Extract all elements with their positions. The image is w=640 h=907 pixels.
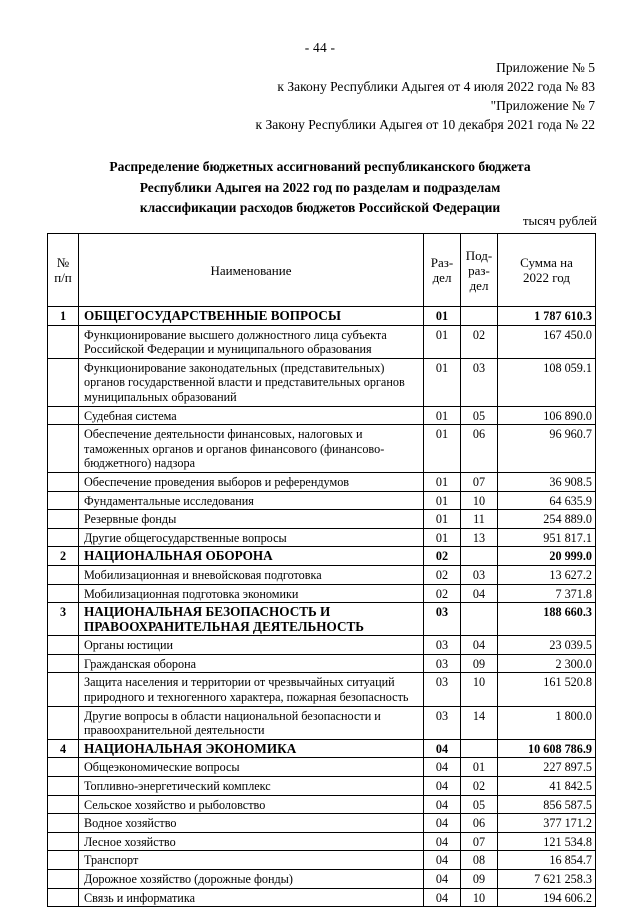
row-summa: 227 897.5 xyxy=(498,758,596,777)
row-name: Сельское хозяйство и рыболовство xyxy=(79,795,424,814)
column-header-podrazdel-line2: раз- xyxy=(468,262,490,278)
row-podrazdel xyxy=(461,739,498,758)
row-name: Общеэкономические вопросы xyxy=(79,758,424,777)
row-podrazdel: 07 xyxy=(461,472,498,491)
row-razdel: 02 xyxy=(424,547,461,566)
row-number xyxy=(48,425,79,473)
row-razdel: 03 xyxy=(424,603,461,636)
row-name: Обеспечение деятельности финансовых, налоговых и таможенных органов и органов финансового (финансово-бюджетного) надзора xyxy=(79,425,424,473)
row-number xyxy=(48,706,79,739)
row-name: ОБЩЕГОСУДАРСТВЕННЫЕ ВОПРОСЫ xyxy=(79,307,424,326)
table-row xyxy=(48,565,596,584)
column-header-razdel xyxy=(424,234,461,307)
row-name: Водное хозяйство xyxy=(79,814,424,833)
row-number xyxy=(48,673,79,706)
table-row xyxy=(48,636,596,655)
row-podrazdel: 05 xyxy=(461,406,498,425)
units-label: тысяч рублей xyxy=(522,213,597,228)
row-razdel: 03 xyxy=(424,673,461,706)
table-row xyxy=(48,406,596,425)
row-summa: 10 608 786.9 xyxy=(498,739,596,758)
row-podrazdel: 04 xyxy=(461,636,498,655)
row-number xyxy=(48,888,79,907)
table-row xyxy=(48,547,596,566)
table-row xyxy=(48,706,596,739)
row-number xyxy=(48,870,79,889)
table-row xyxy=(48,758,596,777)
row-number xyxy=(48,528,79,547)
row-summa: 106 890.0 xyxy=(498,406,596,425)
table-row xyxy=(48,603,596,636)
row-number: 4 xyxy=(48,739,79,758)
row-name: Функционирование высшего должностного лица субъекта Российской Федерации и муниципального образования xyxy=(79,325,424,358)
row-razdel: 01 xyxy=(424,307,461,326)
row-number xyxy=(48,358,79,406)
row-number xyxy=(48,832,79,851)
row-razdel: 01 xyxy=(424,472,461,491)
row-name: Судебная система xyxy=(79,406,424,425)
column-header-number-line1: № xyxy=(56,255,70,270)
row-razdel: 03 xyxy=(424,706,461,739)
row-name: Дорожное хозяйство (дорожные фонды) xyxy=(79,870,424,889)
appendix-reference-new-line1: Приложение № 5 xyxy=(496,60,595,75)
table-row xyxy=(48,851,596,870)
row-summa: 23 039.5 xyxy=(498,636,596,655)
row-number xyxy=(48,814,79,833)
row-summa: 121 534.8 xyxy=(498,832,596,851)
appendix-reference-new-line2: к Закону Республики Адыгея от 4 июля 2022 года № 83 xyxy=(277,79,595,94)
table-body xyxy=(48,307,596,907)
column-header-razdel-line1: Раз- xyxy=(430,255,454,270)
row-name: НАЦИОНАЛЬНАЯ ОБОРОНА xyxy=(79,547,424,566)
row-razdel: 04 xyxy=(424,777,461,796)
column-header-podrazdel xyxy=(461,234,498,307)
table-row xyxy=(48,870,596,889)
row-summa: 41 842.5 xyxy=(498,777,596,796)
column-header-podrazdel-line3: дел xyxy=(469,277,489,293)
row-summa: 161 520.8 xyxy=(498,673,596,706)
row-podrazdel: 13 xyxy=(461,528,498,547)
table-row xyxy=(48,425,596,473)
row-summa: 64 635.9 xyxy=(498,491,596,510)
document-title-line1: Распределение бюджетных ассигнований республиканского бюджета xyxy=(109,159,531,174)
column-header-razdel-line2: дел xyxy=(432,270,452,285)
row-podrazdel: 11 xyxy=(461,510,498,529)
row-podrazdel: 10 xyxy=(461,673,498,706)
table-row xyxy=(48,739,596,758)
budget-allocation-table xyxy=(47,233,596,907)
row-number xyxy=(48,851,79,870)
row-podrazdel: 06 xyxy=(461,425,498,473)
row-name: Функционирование законодательных (представительных) органов государственной власти и представительных органов муниципальных образований xyxy=(79,358,424,406)
row-summa: 7 371.8 xyxy=(498,584,596,603)
column-header-summa xyxy=(498,234,596,307)
row-number: 1 xyxy=(48,307,79,326)
table-row xyxy=(48,795,596,814)
table-header-row xyxy=(48,234,596,307)
row-razdel: 04 xyxy=(424,851,461,870)
row-summa: 96 960.7 xyxy=(498,425,596,473)
row-razdel: 04 xyxy=(424,832,461,851)
row-razdel: 03 xyxy=(424,654,461,673)
row-razdel: 01 xyxy=(424,325,461,358)
row-name: Другие общегосударственные вопросы xyxy=(79,528,424,547)
row-name: Транспорт xyxy=(79,851,424,870)
row-number xyxy=(48,777,79,796)
row-summa: 188 660.3 xyxy=(498,603,596,636)
row-number xyxy=(48,472,79,491)
row-summa: 951 817.1 xyxy=(498,528,596,547)
table-row xyxy=(48,491,596,510)
row-name: Резервные фонды xyxy=(79,510,424,529)
row-razdel: 03 xyxy=(424,636,461,655)
table-row xyxy=(48,307,596,326)
row-name: Другие вопросы в области национальной безопасности и правоохранительной деятельности xyxy=(79,706,424,739)
row-razdel: 02 xyxy=(424,565,461,584)
row-razdel: 01 xyxy=(424,491,461,510)
row-razdel: 04 xyxy=(424,758,461,777)
row-name: Гражданская оборона xyxy=(79,654,424,673)
column-header-summa-line2: 2022 год xyxy=(523,270,570,285)
row-summa: 7 621 258.3 xyxy=(498,870,596,889)
appendix-reference-original-line1: "Приложение № 7 xyxy=(490,98,595,113)
row-razdel: 04 xyxy=(424,739,461,758)
table-row xyxy=(48,510,596,529)
table-row xyxy=(48,654,596,673)
row-name: Топливно-энергетический комплекс xyxy=(79,777,424,796)
row-summa: 377 171.2 xyxy=(498,814,596,833)
table-row xyxy=(48,777,596,796)
table-row xyxy=(48,584,596,603)
row-name: Связь и информатика xyxy=(79,888,424,907)
row-name: Мобилизационная и вневойсковая подготовка xyxy=(79,565,424,584)
row-razdel: 04 xyxy=(424,888,461,907)
table-row xyxy=(48,814,596,833)
row-podrazdel: 02 xyxy=(461,325,498,358)
row-podrazdel: 03 xyxy=(461,565,498,584)
row-podrazdel: 06 xyxy=(461,814,498,833)
row-number xyxy=(48,758,79,777)
row-podrazdel xyxy=(461,307,498,326)
row-name: Фундаментальные исследования xyxy=(79,491,424,510)
row-summa: 108 059.1 xyxy=(498,358,596,406)
row-number xyxy=(48,325,79,358)
row-podrazdel: 09 xyxy=(461,870,498,889)
row-podrazdel: 07 xyxy=(461,832,498,851)
row-name: Обеспечение проведения выборов и референдумов xyxy=(79,472,424,491)
row-razdel: 02 xyxy=(424,584,461,603)
row-razdel: 01 xyxy=(424,406,461,425)
row-razdel: 01 xyxy=(424,358,461,406)
row-summa: 16 854.7 xyxy=(498,851,596,870)
table-row xyxy=(48,673,596,706)
appendix-reference-new xyxy=(60,58,595,96)
table-row xyxy=(48,528,596,547)
row-razdel: 04 xyxy=(424,870,461,889)
row-podrazdel: 05 xyxy=(461,795,498,814)
row-number xyxy=(48,584,79,603)
table-row xyxy=(48,325,596,358)
appendix-reference-original-line2: к Закону Республики Адыгея от 10 декабря 2021 года № 22 xyxy=(255,117,595,132)
table-row xyxy=(48,832,596,851)
row-podrazdel: 04 xyxy=(461,584,498,603)
column-header-podrazdel-line1: Под- xyxy=(465,247,493,263)
row-name: НАЦИОНАЛЬНАЯ ЭКОНОМИКА xyxy=(79,739,424,758)
row-summa: 20 999.0 xyxy=(498,547,596,566)
table-header xyxy=(48,234,596,307)
row-summa: 1 800.0 xyxy=(498,706,596,739)
document-title xyxy=(55,157,585,219)
row-summa: 2 300.0 xyxy=(498,654,596,673)
table-row xyxy=(48,472,596,491)
page-number: - 44 - xyxy=(304,40,336,55)
row-name: Органы юстиции xyxy=(79,636,424,655)
column-header-summa-line1: Сумма на xyxy=(520,255,573,270)
row-number xyxy=(48,406,79,425)
row-podrazdel: 10 xyxy=(461,888,498,907)
row-name: Защита населения и территории от чрезвычайных ситуаций природного и техногенного характера, пожарная безопасность xyxy=(79,673,424,706)
row-podrazdel: 01 xyxy=(461,758,498,777)
row-name: Мобилизационная подготовка экономики xyxy=(79,584,424,603)
row-podrazdel: 14 xyxy=(461,706,498,739)
row-number xyxy=(48,565,79,584)
row-podrazdel: 03 xyxy=(461,358,498,406)
column-header-name: Наименование xyxy=(79,234,424,307)
row-summa: 254 889.0 xyxy=(498,510,596,529)
row-name: Лесное хозяйство xyxy=(79,832,424,851)
row-podrazdel xyxy=(461,603,498,636)
document-title-line2: Республики Адыгея на 2022 год по разделам и подразделам xyxy=(139,179,501,195)
row-razdel: 01 xyxy=(424,510,461,529)
row-number: 2 xyxy=(48,547,79,566)
row-podrazdel: 09 xyxy=(461,654,498,673)
row-razdel: 01 xyxy=(424,528,461,547)
row-podrazdel: 02 xyxy=(461,777,498,796)
column-header-number-line2: п/п xyxy=(54,270,72,285)
row-number xyxy=(48,491,79,510)
row-razdel: 01 xyxy=(424,425,461,473)
row-summa: 36 908.5 xyxy=(498,472,596,491)
table-row xyxy=(48,888,596,907)
row-razdel: 04 xyxy=(424,814,461,833)
row-number xyxy=(48,654,79,673)
row-razdel: 04 xyxy=(424,795,461,814)
row-summa: 856 587.5 xyxy=(498,795,596,814)
table-row xyxy=(48,358,596,406)
row-summa: 13 627.2 xyxy=(498,565,596,584)
row-podrazdel xyxy=(461,547,498,566)
row-summa: 167 450.0 xyxy=(498,325,596,358)
row-summa: 194 606.2 xyxy=(498,888,596,907)
row-summa: 1 787 610.3 xyxy=(498,307,596,326)
row-number xyxy=(48,795,79,814)
row-number xyxy=(48,510,79,529)
appendix-reference-original xyxy=(60,96,595,134)
row-podrazdel: 10 xyxy=(461,491,498,510)
row-podrazdel: 08 xyxy=(461,851,498,870)
row-number: 3 xyxy=(48,603,79,636)
column-header-number xyxy=(48,234,79,307)
document-title-line3: классификации расходов бюджетов Российской Федерации xyxy=(139,200,501,215)
row-name: НАЦИОНАЛЬНАЯ БЕЗОПАСНОСТЬ И ПРАВООХРАНИТЕЛЬНАЯ ДЕЯТЕЛЬНОСТЬ xyxy=(79,603,424,636)
row-number xyxy=(48,636,79,655)
